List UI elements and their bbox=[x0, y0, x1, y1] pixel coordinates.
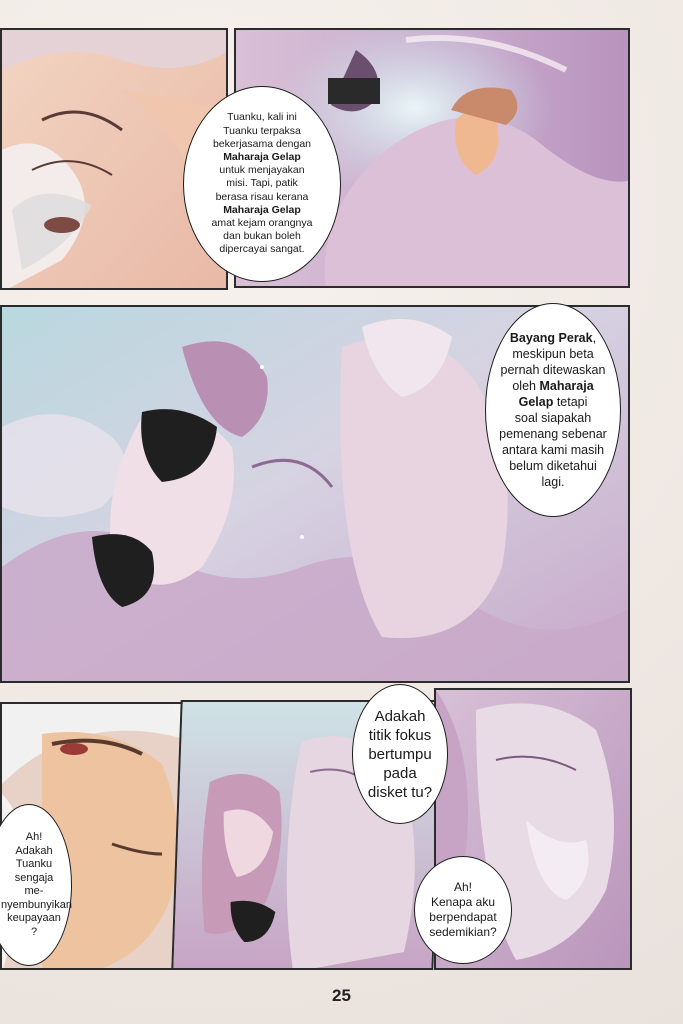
bubble-5-line: Kenapa aku bbox=[430, 895, 496, 909]
bubble-1-line: berasa risau kerana bbox=[215, 190, 309, 203]
bubble-4-line: nyembunyikan bbox=[1, 898, 72, 911]
bubble-2-line: antara kami masih bbox=[501, 443, 605, 457]
bubble-1-line: Tuanku, kali ini bbox=[227, 111, 297, 124]
speech-bubble-5 bbox=[414, 856, 512, 964]
bubble-2-name: Maharaja bbox=[539, 379, 594, 393]
bubble-3-line: Adakah bbox=[374, 707, 426, 725]
bubble-1-line: bekerjasama dengan bbox=[212, 137, 312, 150]
bubble-4-line: sengaja bbox=[14, 871, 54, 884]
bubble-4-line: me- bbox=[24, 885, 44, 897]
bubble-3-line: pada bbox=[383, 764, 417, 782]
bubble-2-line: lagi. bbox=[541, 475, 565, 489]
bubble-5-line: sedemikian? bbox=[429, 925, 497, 939]
bubble-1-line: dan bukan boleh bbox=[223, 230, 301, 243]
speech-bubble-2 bbox=[485, 303, 621, 517]
page-number: 25 bbox=[332, 986, 351, 1005]
bubble-1-name: Maharaja Gelap bbox=[223, 203, 301, 216]
bubble-4-line: Adakah bbox=[15, 844, 53, 857]
bubble-5-line: berpendapat bbox=[429, 910, 497, 924]
bubble-2-line: pernah ditewaskan bbox=[500, 363, 606, 377]
bubble-4-line: ? bbox=[30, 925, 38, 938]
bubble-2-punct: , bbox=[592, 331, 597, 345]
bubble-1-line: misi. Tapi, patik bbox=[226, 177, 298, 190]
bubble-4-line: Tuanku bbox=[15, 858, 53, 870]
bubble-2-line: oleh bbox=[512, 379, 540, 393]
speech-bubble-1 bbox=[183, 86, 341, 282]
bubble-3-line: titik fokus bbox=[368, 726, 432, 744]
bubble-2-name: Gelap bbox=[518, 395, 554, 409]
bubble-2-line: pemenang sebenar bbox=[499, 427, 607, 441]
bubble-3-line: bertumpu bbox=[368, 745, 432, 763]
bubble-2-line: soal siapakah bbox=[514, 411, 592, 425]
bubble-2-line: belum diketahui bbox=[509, 459, 597, 473]
bubble-4-line: keupayaan bbox=[7, 912, 61, 924]
speech-bubble-3 bbox=[352, 684, 448, 824]
bubble-1-line: amat kejam orangnya bbox=[211, 217, 313, 229]
bubble-1-name: Maharaja Gelap bbox=[223, 150, 301, 163]
bubble-3-line: disket tu? bbox=[367, 783, 433, 801]
bubble-4-line: Ah! bbox=[25, 831, 43, 843]
bubble-5-line: Ah! bbox=[453, 880, 472, 894]
bubble-2-line: tetapi bbox=[553, 395, 588, 409]
bubble-1-line: Tuanku terpaksa bbox=[223, 124, 301, 137]
bubble-1-line: dipercayai sangat. bbox=[219, 243, 305, 256]
bubble-2-name: Bayang Perak bbox=[509, 331, 593, 345]
bubble-1-line: untuk menjayakan bbox=[219, 164, 305, 177]
bubble-2-line: meskipun beta bbox=[512, 347, 594, 361]
